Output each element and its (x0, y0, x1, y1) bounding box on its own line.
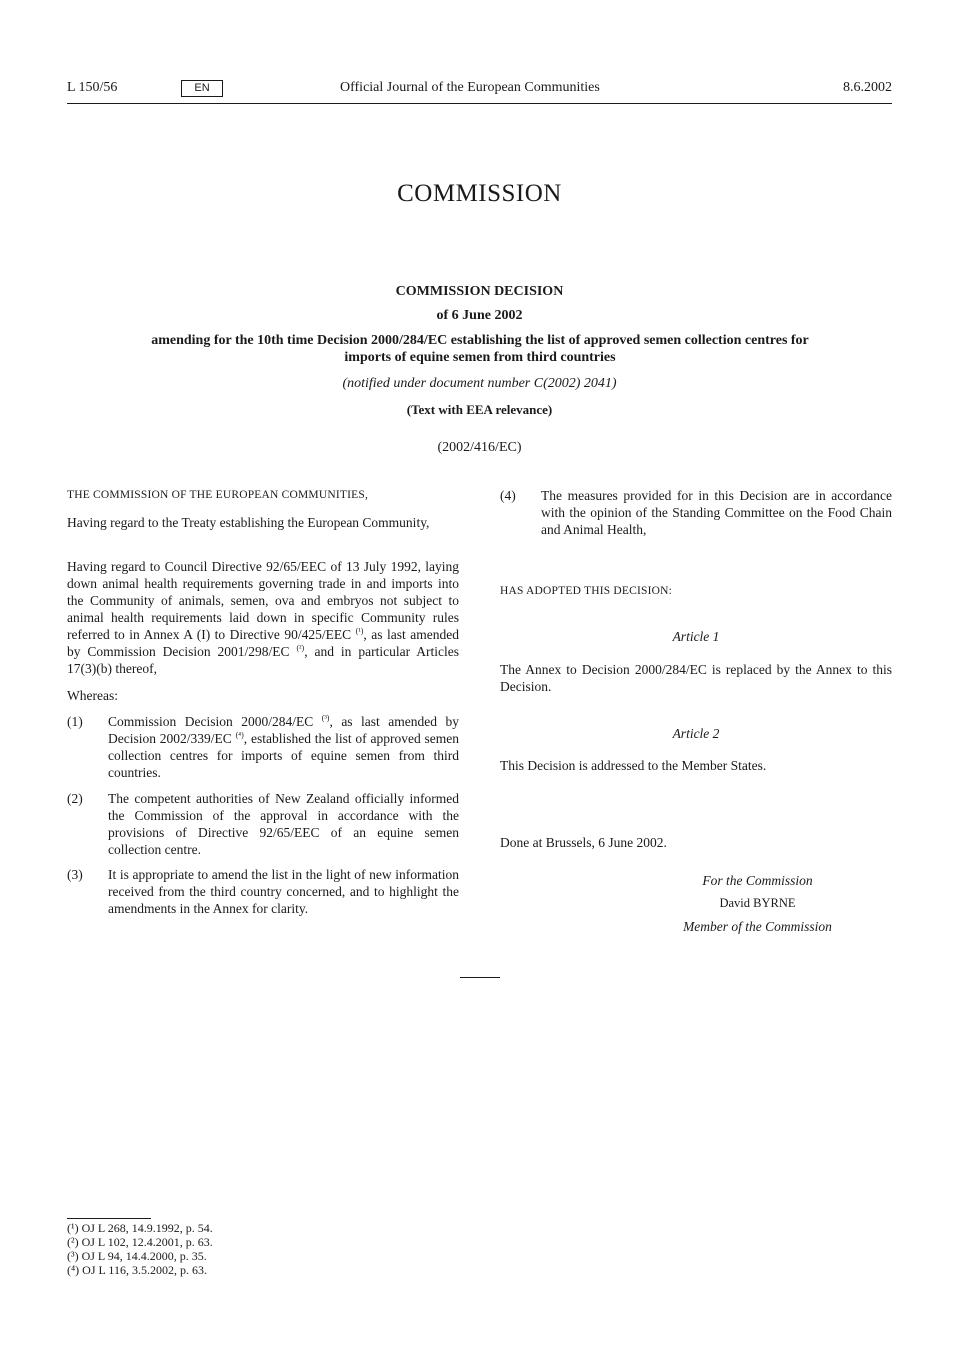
recital-2-text: The competent authorities of New Zealand officially informed the Commission of the approval in accordance with the provisions of Directive 92/65/EEC of an equine semen collection centre. (108, 791, 459, 857)
recital-1-text-c: , established the list of approved semen collection centres for imports of equine semen from third countries. (108, 731, 459, 780)
article-1-heading: Article 1 (672, 629, 720, 644)
language-badge: EN (181, 80, 223, 97)
article-2-heading: Article 2 (672, 726, 720, 741)
eea-relevance: (Text with EEA relevance) (406, 402, 553, 417)
recital-directive (67, 558, 459, 677)
preamble-intro: THE COMMISSION OF THE EUROPEAN COMMUNITIES, (67, 489, 369, 501)
recital-1-text-a: Commission Decision 2000/284/EC (108, 714, 322, 729)
recital-4-text: The measures provided for in this Decision are in accordance with the opinion of the Standing Committee on the Food Chain and Animal Health, (541, 488, 892, 537)
recital-4 (500, 487, 892, 538)
footnote-3: (³) OJ L 94, 14.4.2000, p. 35. (67, 1249, 207, 1263)
signatory-name: David BYRNE (719, 896, 796, 910)
recital-4-number: (4) (500, 488, 516, 503)
signing-place-date: Done at Brussels, 6 June 2002. (500, 835, 667, 850)
signatory-for: For the Commission (702, 873, 813, 888)
decision-subject: amending for the 10th time Decision 2000/284/EC establishing the list of approved semen collection centres for imports of equine semen from third countries (151, 333, 809, 365)
page-reference: L 150/56 (67, 80, 118, 95)
recital-1-number: (1) (67, 714, 83, 729)
recital-3-number: (3) (67, 867, 83, 882)
footnote-ref-1: (¹) (355, 626, 364, 636)
recital-1 (67, 713, 459, 781)
recital-1-text-b: , as last amended by Decision 2002/339/EC (108, 714, 459, 746)
decision-heading: COMMISSION DECISION (395, 284, 564, 299)
footnote-2: (²) OJ L 102, 12.4.2001, p. 63. (67, 1235, 213, 1249)
footnote-ref-4: (⁴) (235, 730, 244, 740)
recital-directive-text-b: , as last amended by Commission Decision 2001/298/EC (67, 627, 459, 659)
recital-3-text: It is appropriate to amend the list in the light of new information received from the third country concerned, and to highlight the amendments in the Annex for clarity. (108, 867, 459, 916)
decision-number: (2002/416/EC) (437, 440, 522, 455)
publication-date: 8.6.2002 (843, 80, 892, 95)
recital-3 (67, 866, 459, 917)
recital-directive-text-c: , and in particular Articles 17(3)(b) thereof, (67, 644, 459, 676)
footnote-4: (⁴) OJ L 116, 3.5.2002, p. 63. (67, 1263, 207, 1277)
recital-2-number: (2) (67, 791, 83, 806)
end-divider (460, 977, 500, 978)
section-heading: COMMISSION (397, 180, 562, 207)
recital-directive-text-a: Having regard to Council Directive 92/65/EEC of 13 July 1992, laying down animal health requirements governing trade in and imports into the Community of animals, semen, ova and embryos not subject to animal health requirements laid down in specific Community rules referred to in Annex A (I) to Directive 90/425/EEC (67, 559, 459, 642)
notification-note: (notified under document number C(2002) 2041) (342, 376, 617, 391)
footnote-divider (67, 1218, 151, 1219)
recital-treaty: Having regard to the Treaty establishing the European Community, (67, 515, 430, 530)
article-2-text: This Decision is addressed to the Member States. (500, 758, 767, 773)
footnote-1: (¹) OJ L 268, 14.9.1992, p. 54. (67, 1221, 213, 1235)
recital-2 (67, 790, 459, 858)
footnote-ref-3: (³) (321, 713, 330, 723)
journal-title: Official Journal of the European Communities (340, 80, 600, 95)
header-divider (67, 103, 892, 104)
footnotes (67, 1221, 213, 1277)
decision-date: of 6 June 2002 (436, 308, 523, 323)
article-1-text: The Annex to Decision 2000/284/EC is replaced by the Annex to this Decision. (500, 662, 892, 694)
adopted-heading: HAS ADOPTED THIS DECISION: (500, 585, 673, 597)
signatory-role: Member of the Commission (683, 919, 832, 934)
footnote-ref-2: (²) (296, 643, 305, 653)
whereas-label: Whereas: (67, 688, 118, 703)
